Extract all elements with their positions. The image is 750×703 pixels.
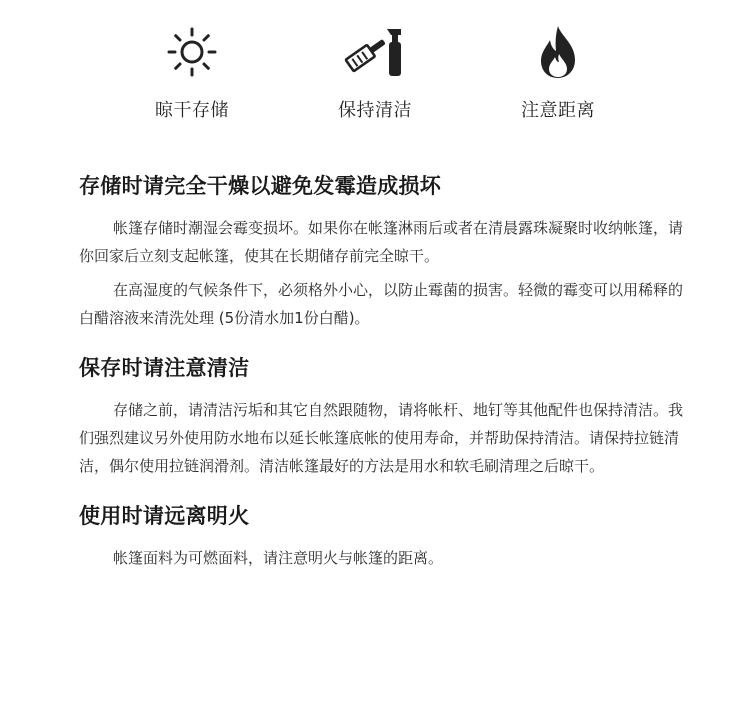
feature-label: 保持清洁 — [338, 100, 412, 121]
paragraph: 帐篷面料为可燃面料，请注意明火与帐篷的距离。 — [113, 549, 444, 567]
flame-icon — [478, 24, 638, 80]
paragraph: 存储之前，请清洁污垢和其它自然跟随物，请将帐杆、地钉等其他配件也保持清洁。我们强烈建议另外使用防水地布以延长帐篷底帐的使用寿命，并帮助保持清洁。请保持拉链清洁，偶尔使用拉链润滑剂。清洁帐篷最好的方法是用水和软毛刷清理之后晾干。 — [79, 401, 684, 475]
sun-icon — [112, 24, 272, 80]
section-title: 使用时请远离明火 — [79, 504, 250, 528]
feature-keep-distance — [478, 24, 638, 122]
paragraph: 在高湿度的气候条件下，必须格外小心，以防止霉菌的损害。轻微的霉变可以用稀释的白醋溶液来清洗处理 (5份清水加1份白醋)。 — [79, 281, 684, 327]
feature-label: 晾干存储 — [155, 100, 229, 121]
paragraph: 帐篷存储时潮湿会霉变损坏。如果你在帐篷淋雨后或者在清晨露珠凝聚时收纳帐篷，请你回家后立刻支起帐篷，使其在长期储存前完全晾干。 — [79, 219, 684, 265]
section-dry-storage — [79, 170, 691, 332]
brush-spray-icon — [295, 24, 455, 80]
feature-label: 注意距离 — [521, 100, 595, 121]
feature-icon-row — [0, 24, 750, 134]
section-fire-safety — [79, 500, 691, 572]
section-title: 存储时请完全干燥以避免发霉造成损坏 — [79, 174, 442, 198]
section-keep-clean — [79, 352, 691, 480]
care-instructions — [79, 170, 691, 578]
feature-keep-clean — [295, 24, 455, 122]
section-title: 保存时请注意清洁 — [79, 356, 250, 380]
feature-dry-storage — [112, 24, 272, 122]
